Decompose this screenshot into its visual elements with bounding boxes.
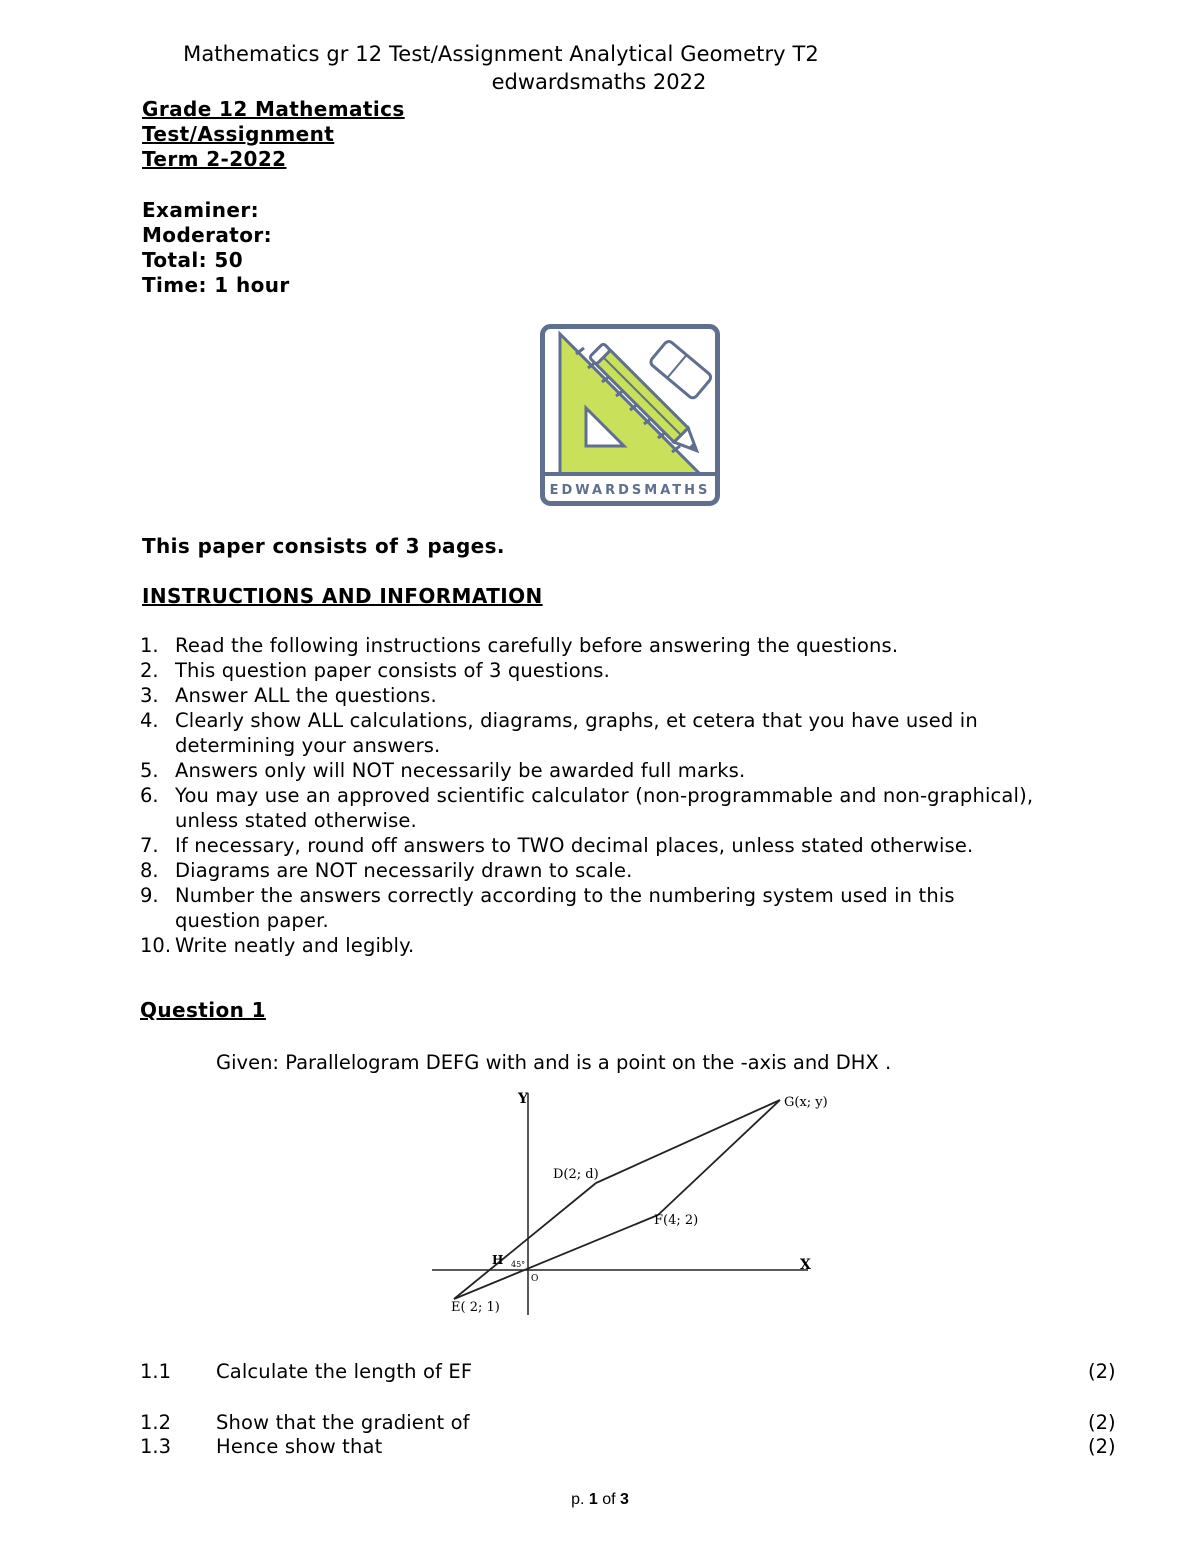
instruction-num: 5. <box>140 759 159 782</box>
page-footer <box>0 1491 1200 1509</box>
pages-note: This paper consists of 3 pages. <box>142 534 505 558</box>
instruction-text-cont: unless stated otherwise. <box>175 809 417 832</box>
subquestion-number: 1.3 <box>140 1435 172 1458</box>
footer-prefix: p. <box>571 1491 589 1508</box>
subquestion-marks: (2) <box>1088 1411 1116 1434</box>
instruction-text: Diagrams are NOT necessarily drawn to scale. <box>175 859 633 882</box>
angle-label: 45° <box>511 1260 526 1269</box>
instruction-num: 7. <box>140 834 159 857</box>
header-subtitle: edwardsmaths 2022 <box>491 70 707 94</box>
side-ED <box>454 1183 596 1299</box>
subquestion-number: 1.2 <box>140 1411 172 1434</box>
origin-label: O <box>531 1274 539 1284</box>
instruction-num: 1. <box>140 634 159 657</box>
subquestion-number: 1.1 <box>140 1360 172 1383</box>
instruction-text: This question paper consists of 3 questions. <box>175 659 610 682</box>
instruction-text: Read the following instructions carefully before answering the questions. <box>175 634 899 657</box>
instruction-text: Number the answers correctly according to the numbering system used in this <box>175 884 955 907</box>
instruction-num: 10. <box>140 934 172 957</box>
instruction-num: 8. <box>140 859 159 882</box>
examiner-label: Examiner: <box>142 198 260 222</box>
subquestion-marks: (2) <box>1088 1435 1116 1458</box>
instruction-num: 3. <box>140 684 159 707</box>
subquestion-text: Hence show that <box>216 1435 383 1458</box>
question-1-heading: Question 1 <box>140 998 266 1022</box>
footer-total-pages: 3 <box>620 1491 629 1508</box>
time-allowed: Time: 1 hour <box>142 273 290 297</box>
title-term: Term 2-2022 <box>142 147 287 171</box>
side-EF <box>454 1215 658 1299</box>
side-GF <box>658 1100 780 1215</box>
subquestion-text: Show that the gradient of <box>216 1411 470 1434</box>
point-D-label: D(2; d) <box>553 1167 599 1182</box>
point-G-label: G(x; y) <box>784 1095 828 1110</box>
point-E-label: E( 2; 1) <box>451 1300 500 1315</box>
point-H-label: H <box>492 1253 504 1267</box>
title-test: Test/Assignment <box>142 122 335 146</box>
instruction-num: 4. <box>140 709 159 732</box>
instructions-heading: INSTRUCTIONS AND INFORMATION <box>142 584 543 608</box>
x-axis-label: X <box>800 1257 811 1273</box>
footer-page-number: 1 <box>588 1491 598 1508</box>
instruction-text: You may use an approved scientific calculator (non-programmable and non-graphical), <box>175 784 1034 807</box>
edwardsmaths-logo <box>540 324 720 506</box>
question-1-given: Given: Parallelogram DEFG with and is a point on the -axis and DHX . <box>216 1051 892 1074</box>
instruction-text-cont: question paper. <box>175 909 329 932</box>
header-title: Mathematics gr 12 Test/Assignment Analytical Geometry T2 <box>183 42 819 66</box>
instruction-num: 6. <box>140 784 159 807</box>
total-marks: Total: 50 <box>142 248 244 272</box>
side-DG <box>596 1100 780 1183</box>
instruction-text: Answers only will NOT necessarily be awarded full marks. <box>175 759 746 782</box>
instruction-text: If necessary, round off answers to TWO decimal places, unless stated otherwise. <box>175 834 974 857</box>
point-F-label: F(4; 2) <box>654 1213 699 1228</box>
moderator-label: Moderator: <box>142 223 273 247</box>
footer-of: of <box>597 1491 621 1508</box>
parallelogram-diagram <box>420 1085 840 1320</box>
subquestion-text: Calculate the length of EF <box>216 1360 473 1383</box>
logo-text: EDWARDSMATHS <box>549 483 711 498</box>
instruction-num: 2. <box>140 659 159 682</box>
instruction-text: Write neatly and legibly. <box>175 934 415 957</box>
y-axis-label: Y <box>518 1091 528 1107</box>
title-grade: Grade 12 Mathematics <box>142 97 405 121</box>
subquestion-marks: (2) <box>1088 1360 1116 1383</box>
instruction-num: 9. <box>140 884 159 907</box>
instruction-text: Answer ALL the questions. <box>175 684 437 707</box>
instruction-text-cont: determining your answers. <box>175 734 441 757</box>
instruction-text: Clearly show ALL calculations, diagrams, graphs, et cetera that you have used in <box>175 709 978 732</box>
